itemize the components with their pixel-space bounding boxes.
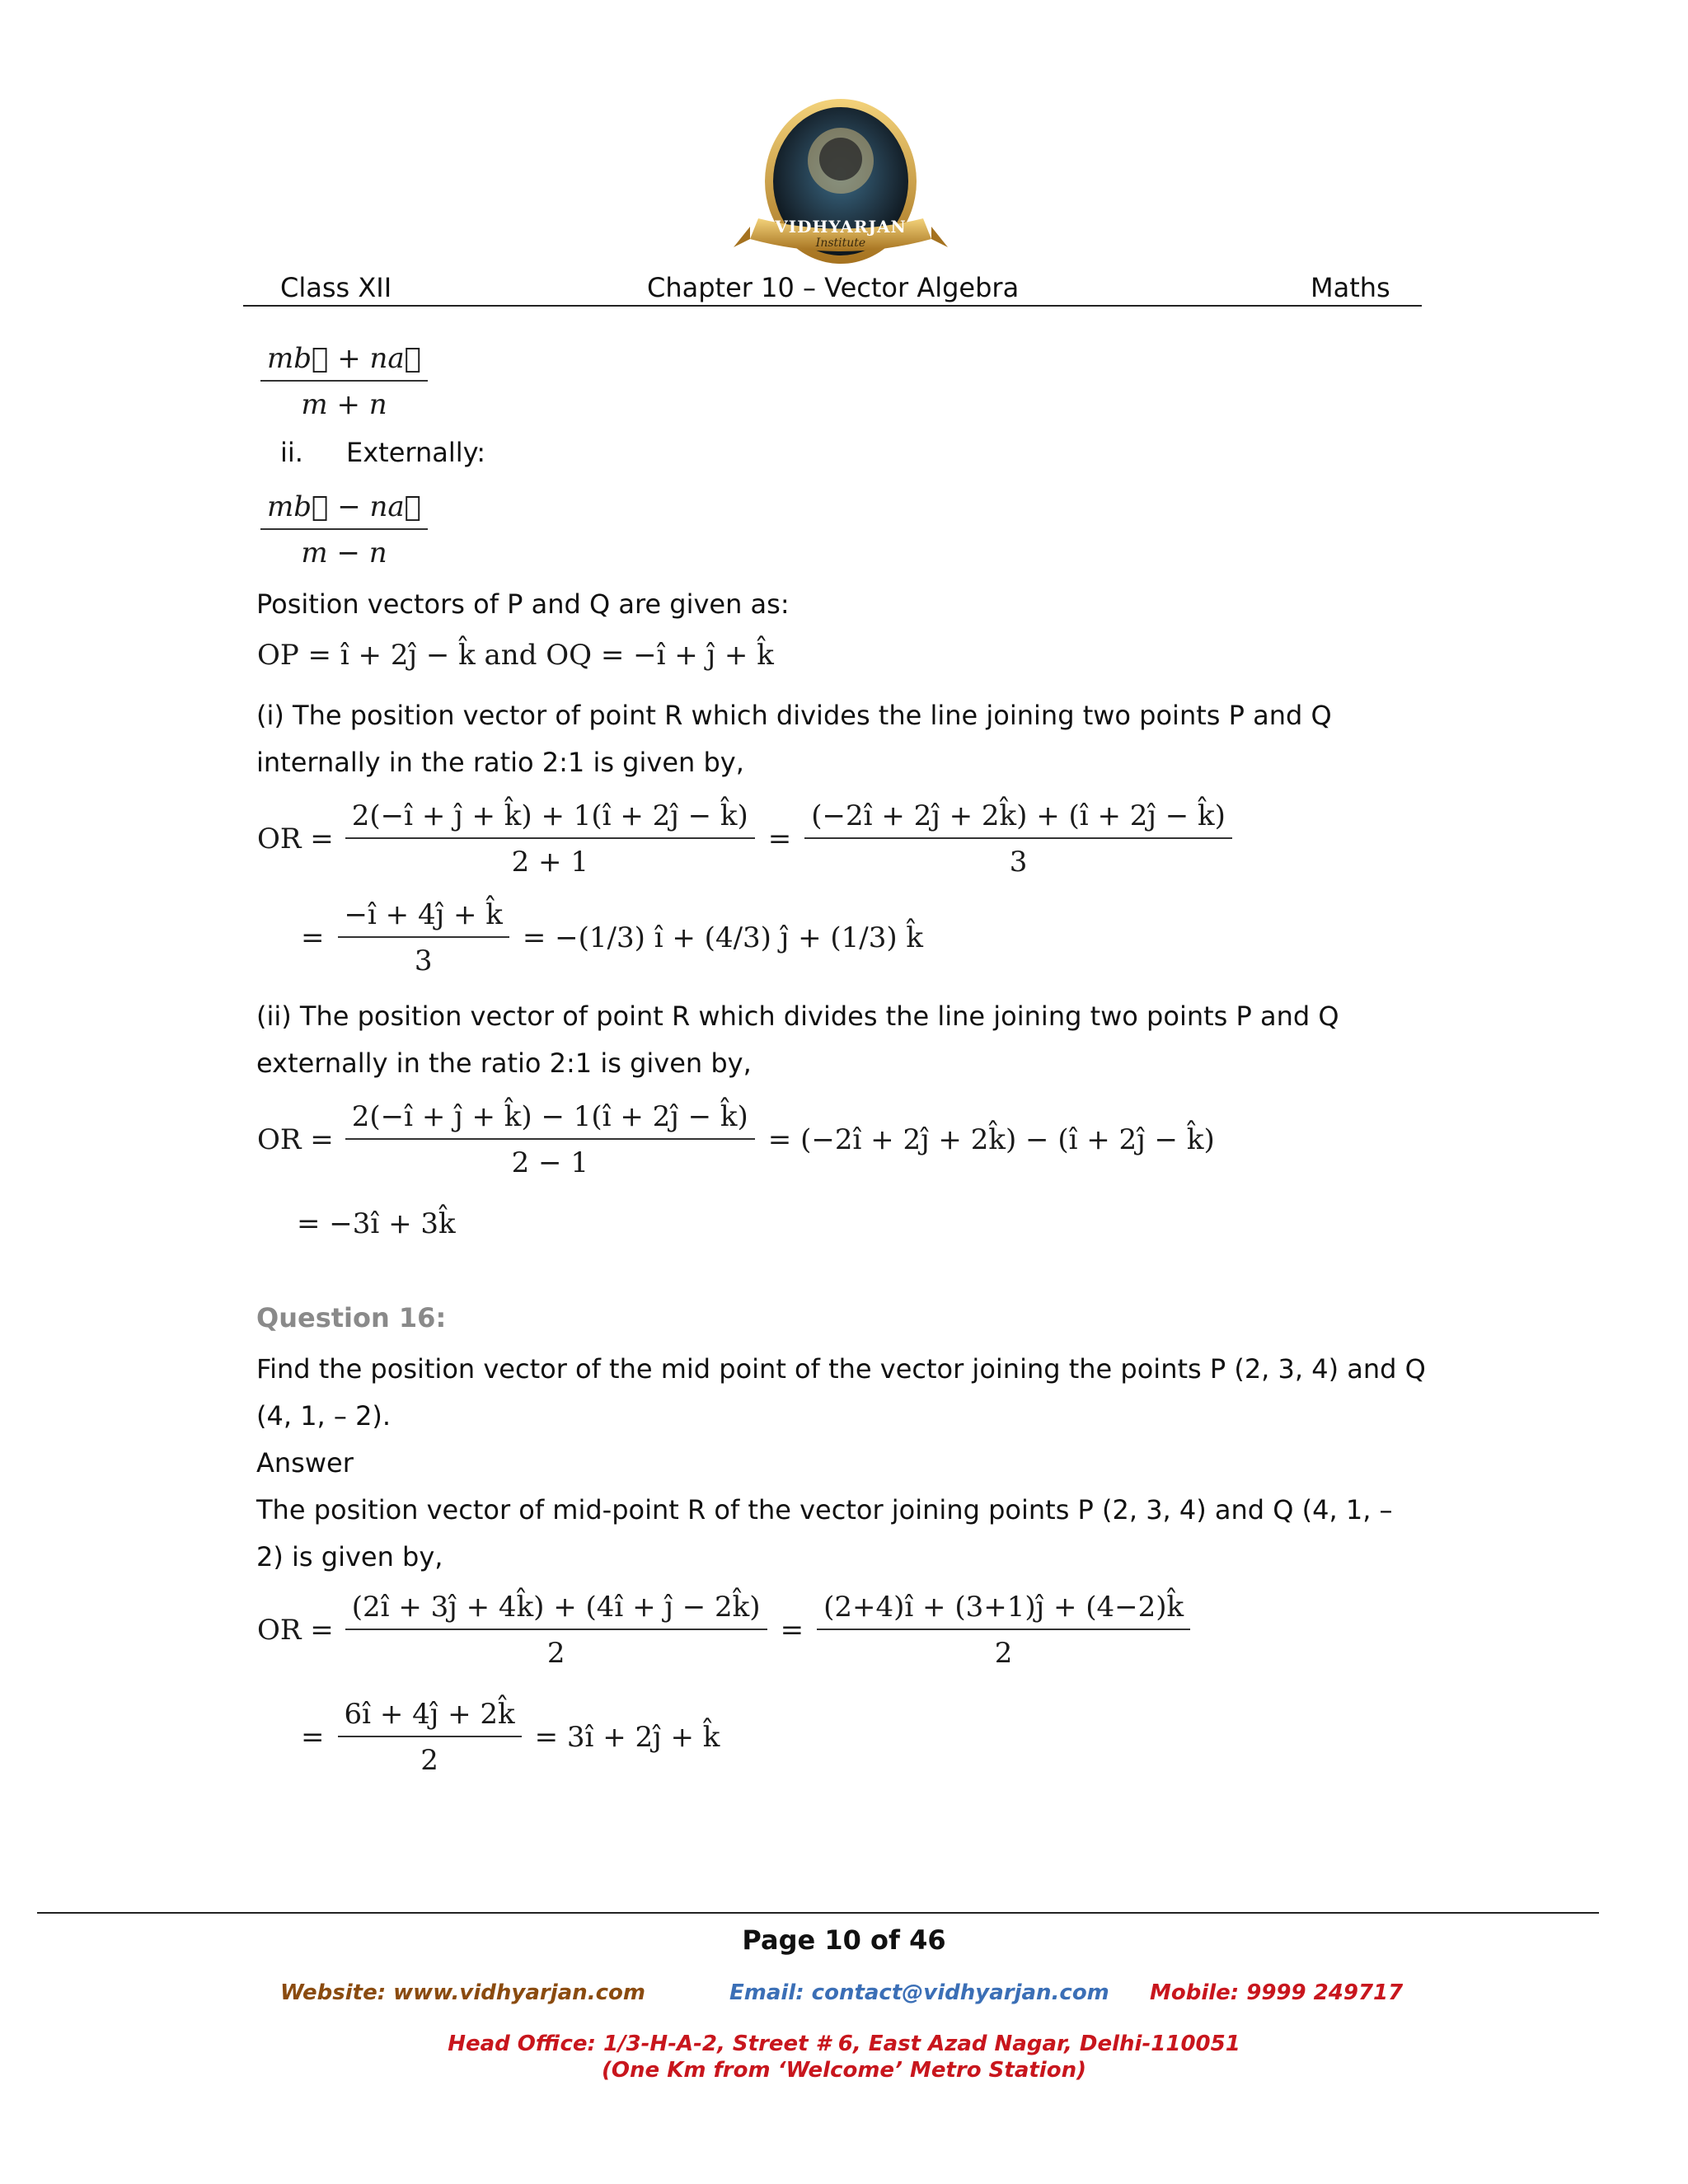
answer-label: Answer [256,1447,354,1479]
equation-ii-line2: = −3î + 3k̂ [297,1207,456,1240]
position-vectors-text: Position vectors of P and Q are given as: [256,588,790,620]
logo-text: VIDHYARJAN [775,217,907,237]
eq-i-l2-rhs: = −(1/3) î + (4/3) ĵ + (1/3) k̂ [522,921,924,954]
formula-internal-numerator: mb⃗ + na⃗ [260,342,428,382]
eq-16-l2-den: 2 [420,1744,438,1777]
item-ii-number: ii. [280,437,303,468]
formula-internal [256,342,433,421]
institute-logo [725,95,956,272]
address-line-1: Head Office: 1/3-H-A-2, Street # 6, East Azad Nagar, Delhi-110051 [448,2032,1240,2056]
question-text: Find the position vector of the mid point of the vector joining the points P (2, 3, 4) and Q (4, 1, – 2). [256,1353,1426,1432]
eq-i-l2-num: −î + 4ĵ + k̂ [338,898,509,938]
part-i-text: (i) The position vector of point R which divides the line joining two points P and Q internally in the ratio 2:1 is given by, [256,700,1332,778]
logo-subtext: Institute [815,237,866,250]
equation-i-line1: OR = $\frac{2(-î + ĵ + k̂) + 1(î + 2ĵ - k̂)}{2 + 1}$ = $\frac{(-2î + 2ĵ + 2k̂) + (î + 2ĵ - k̂)}{3}$ [257,799,1237,879]
mobile-number: Mobile: 9999 249717 [1150,1980,1404,2005]
eq-16-num2: (2+4)î + (3+1)ĵ + (4−2)k̂ [817,1591,1190,1630]
question-label: Question 16: [256,1302,447,1333]
eq-ii-lhs: OR = [257,1123,334,1156]
eq-i-lhs: OR = [257,823,334,855]
chapter-title: Chapter 10 – Vector Algebra [647,272,1020,303]
eq-16-num1: (2î + 3ĵ + 4k̂) + (4î + ĵ − 2k̂) [345,1591,767,1630]
eq-i-den2: 3 [1009,846,1028,879]
op-oq-equation: OP = î + 2ĵ − k̂ and OQ = −î + ĵ + k̂ [257,639,774,672]
eq-i-num1: 2(−î + ĵ + k̂) + 1(î + 2ĵ − k̂) [345,799,755,839]
header-divider [243,305,1422,307]
equation-16-line2: = $\frac{6î + 4ĵ + 2k̂}{2}$ = 3î + 2ĵ + k̂ [301,1698,720,1777]
equation-16-line1: OR = $\frac{(2î + 3ĵ + 4k̂) + (4î + ĵ - 2k̂)}{2}$ = $\frac{(2+4)î + (3+1)ĵ + (4-2)k̂}{2}$ [257,1591,1195,1670]
eq-i-den1: 2 + 1 [511,846,588,879]
page-number: Page 10 of 46 [742,1924,946,1956]
eq-i-num2: (−2î + 2ĵ + 2k̂) + (î + 2ĵ − k̂) [804,799,1232,839]
eq-16-l2-rhs: = 3î + 2ĵ + k̂ [534,1721,720,1754]
eq-16-den1: 2 [546,1637,565,1670]
website-link[interactable]: Website: www.vidhyarjan.com [280,1980,645,2005]
part-ii-text: (ii) The position vector of point R which divides the line joining two points P and Q externally in the ratio 2:1 is given by, [256,1001,1339,1079]
email-link[interactable]: Email: contact@vidhyarjan.com [729,1980,1109,2005]
eq-ii-den: 2 − 1 [511,1146,588,1179]
class-label: Class XII [280,272,392,303]
address-line-2: (One Km from ‘Welcome’ Metro Station) [602,2058,1086,2083]
eq-16-lhs: OR = [257,1614,334,1647]
eq-16-den2: 2 [994,1637,1013,1670]
subject-label: Maths [1311,272,1390,303]
formula-internal-denominator: m + n [301,388,387,421]
eq-i-l2-den: 3 [414,944,433,977]
eq-ii-rhs: = (−2î + 2ĵ + 2k̂) − (î + 2ĵ − k̂) [767,1123,1215,1156]
equation-ii-line1 [257,1100,1215,1179]
eq-16-l2-num: 6î + 4ĵ + 2k̂ [338,1698,522,1737]
equation-i-line2: = $\frac{-î + 4ĵ + k̂}{3}$ = −(1/3) î + (4/3) ĵ + (1/3) k̂ [301,898,924,977]
answer-text: The position vector of mid-point R of the vector joining points P (2, 3, 4) and Q (4, 1, – 2) is given by, [256,1494,1393,1572]
formula-external-denominator: m − n [301,537,387,569]
item-ii-label: Externally: [346,437,486,468]
formula-external [256,490,433,569]
formula-external-numerator: mb⃗ − na⃗ [260,490,428,530]
footer-divider [37,1912,1599,1914]
eq-ii-num: 2(−î + ĵ + k̂) − 1(î + 2ĵ − k̂) [345,1100,755,1140]
